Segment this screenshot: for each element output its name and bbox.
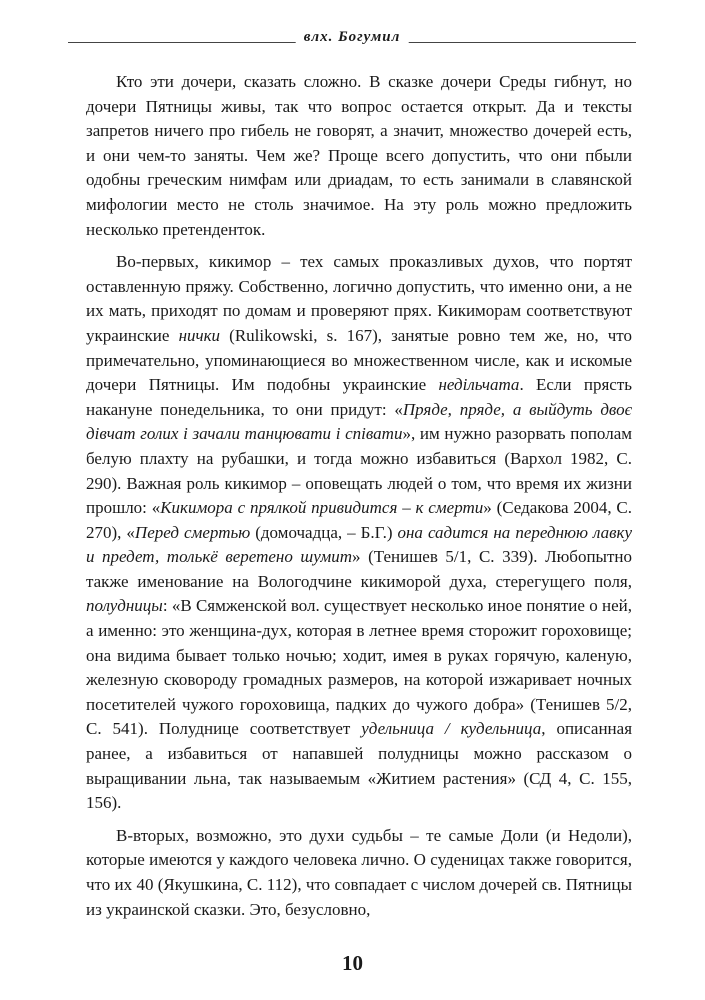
- body-text: [86, 70, 632, 922]
- paragraph: [86, 824, 632, 922]
- italic-run: Кикимора с прялкой привидится – к смерти: [160, 498, 484, 518]
- paragraph: [86, 70, 632, 242]
- italic-run: нички: [178, 325, 221, 345]
- text-run: В-вторых, возможно, это духи судьбы – те самые Доли (и Недоли), которые имеются у каждого человека лично. О судeницах также говорится, что их 40 (Якушкина, С. 112), что совпадает с числом дочерей св. Пятницы из украинской сказки. Это, безусловно,: [86, 825, 632, 919]
- italic-run: недільчата: [438, 375, 520, 395]
- italic-run: Перед смертью: [134, 522, 251, 542]
- text-run: Кто эти дочери, сказать сложно. В сказке дочери Среды гибнут, но дочери Пятницы живы, так что вопрос остается открыт. Да и тексты запретов ничего про гибель не говорят, а значит, множество дочерей есть, и они чем-то заняты. Чем же? Проще всего допустить, что они пбыли одобны греческим нимфам или дриадам, то есть занимали в славянской мифологии место не столь значимое. На эту роль можно предложить несколько претенденток.: [86, 72, 632, 239]
- text-run: : «В Сямженской вол. существует несколько иное понятие о ней, а именно: это женщина-дух, которая в летнее время сторожит гороховище; она видима бывает только ночью; ходит, имея в руках горячую, каленую, железную сковороду громадных размеров, на которой изжаривает ночных посетителей чужого гороховища, падких до чужого добра» (Тенишев 5/2, С. 541). Полуднице соответствует: [86, 596, 632, 739]
- italic-run: удельница / кудельница: [361, 719, 542, 739]
- header-title: влх. Богумил: [296, 28, 409, 46]
- text-run: (Rulikowski, s. 167), занятые ровно тем же, но, что примечательно, упоминающиеся во множественном числе, как и искомые дочери Пятницы. Им подобны украинские: [86, 325, 632, 395]
- text-run: . Если прясть накануне понедельника, то они придут: «: [86, 375, 632, 419]
- text-run: » (Седакова 2004, С. 270), «: [86, 498, 633, 542]
- running-header: [68, 28, 636, 48]
- page-number: 10: [342, 951, 363, 975]
- italic-run: она садится на переднюю лавку и предет, толькё веретено шумит: [86, 522, 632, 567]
- text-run: , описанная ранее, а избавиться от напавшей полудницы можно рассказом о выращивании льна, так называемым «Житием растения» (СД 4, С. 155, 156).: [86, 719, 633, 813]
- text-run: » (Тенишев 5/1, С. 339). Любопытно также именование на Вологодчине кикиморой духа, стерегущего поля,: [86, 547, 632, 591]
- text-run: », им нужно разорвать пополам белую плахту на рубашки, и тогда можно избавиться (Вархол 1982, С. 290). Важная роль кикимор – оповещать людей о том, что время их жизни прошло: «: [86, 424, 632, 518]
- text-run: Во-первых, кикимор – тех самых проказливых духов, что портят оставленную пряжу. Собственно, логично допустить, что именно они, а не их мать, приходят по домам и проверяют прях. Кикиморам соответствуют украинские: [86, 252, 632, 345]
- text-run: (домочадца, – Б.Г.): [250, 522, 398, 542]
- italic-run: Пряде, пряде, а выйдуть двоє дівчат голих і зачали танцювати і співати: [86, 399, 632, 444]
- paragraph: [86, 250, 632, 816]
- italic-run: полудницы: [86, 596, 163, 616]
